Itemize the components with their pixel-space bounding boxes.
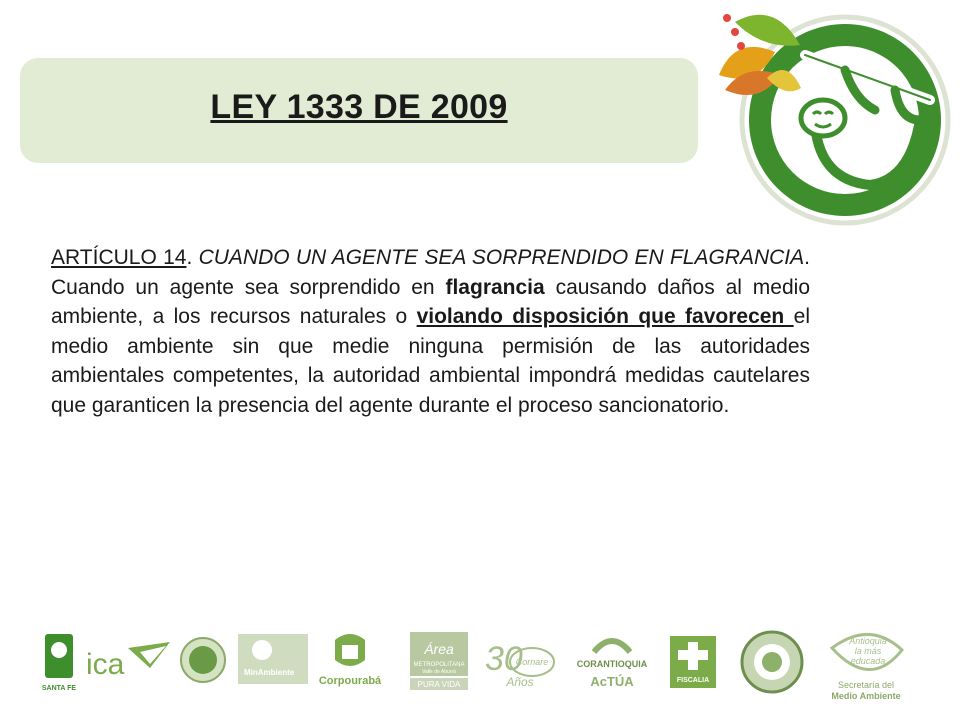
sloth-logo — [705, 0, 960, 235]
antioquia-line3: educada — [850, 656, 886, 666]
partner-logos — [0, 620, 960, 720]
secretaria-line2: Medio Ambiente — [831, 691, 901, 701]
article-text-3: el medio ambiente sin que medie ninguna permisión de las autoridades ambientales competentes, la autoridad ambiental impondrá medidas cautelares que garanticen la presencia del agente durante el proceso sancionatorio. — [51, 305, 810, 417]
minambiente-label: MinAmbiente — [244, 668, 295, 677]
santa-fe-logo — [42, 634, 77, 692]
corpouraba-label: Corpourabá — [318, 675, 382, 687]
article-flagrancia: flagrancia — [445, 275, 545, 299]
area-sub-label: METROPOLITANA — [413, 662, 465, 668]
article-text-2: causando daños al medio ambiente, a los recursos naturales o — [51, 275, 811, 328]
secretaria-line1: Secretaría del — [837, 680, 895, 690]
corantioquia-logo — [577, 641, 648, 689]
fiscalia-label: FISCALIA — [676, 677, 710, 684]
cornare-number: 30 — [485, 640, 523, 678]
cornare-anos: Años — [506, 675, 534, 689]
article-heading: CUANDO UN AGENTE SEA SORPRENDIDO EN FLAGRANCIA — [198, 246, 805, 269]
page-title: LEY 1333 DE 2009 — [210, 88, 508, 126]
area-sub2-label: Valle de Aburrá — [422, 669, 456, 675]
title-banner — [20, 58, 698, 163]
antioquia-line2: la más — [854, 646, 882, 656]
article-label: ARTÍCULO 14 — [51, 246, 187, 269]
article-paragraph — [51, 243, 810, 420]
corantioquia-label: CORANTIOQUIA — [576, 659, 648, 669]
corpouraba-logo — [319, 634, 382, 687]
article-label-sep: . — [186, 246, 199, 269]
police-seal-logo — [742, 632, 802, 692]
santa-fe-label: SANTA FE — [41, 685, 77, 692]
regional-seal-logo — [181, 638, 225, 682]
antioquia-logo — [831, 634, 902, 701]
minambiente-logo — [238, 634, 308, 684]
cornare-logo — [485, 640, 554, 689]
area-label: Área — [424, 641, 454, 657]
fiscalia-logo — [670, 636, 716, 688]
area-metropolitana-logo — [410, 632, 468, 690]
actua-label: AcTÚA — [590, 674, 634, 689]
cornare-label: Cornare — [515, 657, 549, 667]
ica-label: ica — [86, 648, 125, 681]
antioquia-line1: Antioquia — [849, 636, 887, 646]
pura-vida-label: PURA VIDA — [417, 680, 461, 689]
ica-logo — [86, 642, 170, 681]
article-text-1: . Cuando un agente sea sorprendido en — [51, 246, 810, 299]
article-highlight: violando disposición que favorecen — [416, 305, 794, 328]
